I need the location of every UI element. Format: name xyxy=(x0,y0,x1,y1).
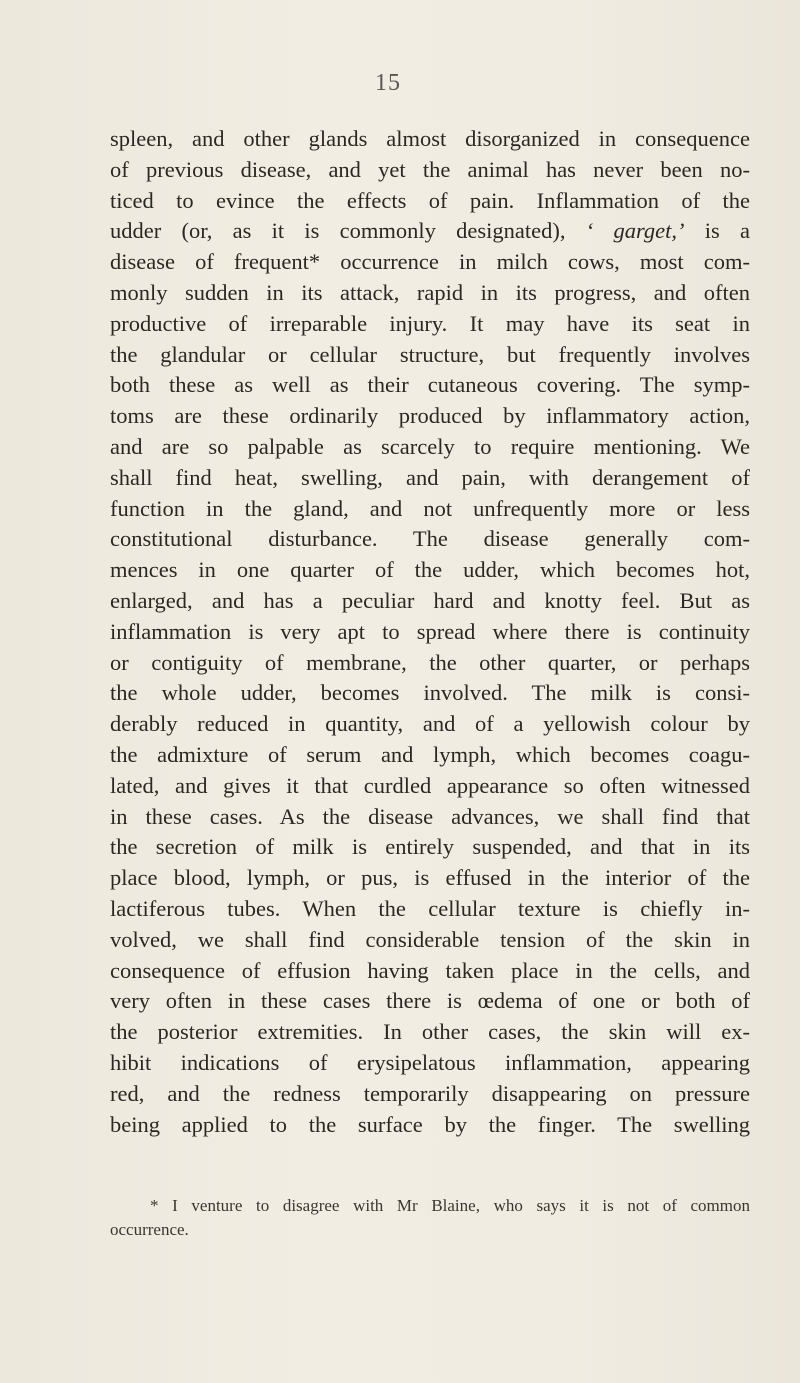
text-line: the whole udder, becomes involved. The milk is consi- xyxy=(110,680,750,706)
text-line: both these as well as their cutaneous covering. The symp- xyxy=(110,372,750,398)
body-paragraph xyxy=(110,124,750,1140)
text-line: or contiguity of membrane, the other quarter, or perhaps xyxy=(110,649,750,675)
text-line: hibit indications of erysipelatous inflammation, appearing xyxy=(110,1049,750,1075)
text-line: the admixture of serum and lymph, which becomes coagu- xyxy=(110,741,750,767)
text-line-segment: udder (or, as it is commonly designated), xyxy=(110,218,586,244)
text-line: derably reduced in quantity, and of a yellowish colour by xyxy=(110,711,750,737)
text-line: productive of irreparable injury. It may have its seat in xyxy=(110,310,750,336)
footnote-line: * I venture to disagree with Mr Blaine, who says it is not of common xyxy=(150,1196,750,1215)
text-line-garget xyxy=(110,216,750,247)
text-line: toms are these ordinarily produced by inflammatory action, xyxy=(110,403,750,429)
text-line: very often in these cases there is œdema of one or both of xyxy=(110,988,750,1014)
text-line: consequence of effusion having taken place in the cells, and xyxy=(110,957,750,983)
text-line: constitutional disturbance. The disease generally com- xyxy=(110,526,750,552)
text-line-segment: is a xyxy=(684,218,750,244)
text-line: place blood, lymph, or pus, is effused in the interior of the xyxy=(110,865,750,891)
text-line: enlarged, and has a peculiar hard and knotty feel. But as xyxy=(110,587,750,613)
text-line: of previous disease, and yet the animal has never been no- xyxy=(110,156,750,182)
text-line: monly sudden in its attack, rapid in its progress, and often xyxy=(110,279,750,305)
text-line: red, and the redness temporarily disappearing on pressure xyxy=(110,1080,750,1106)
text-line: disease of frequent* occurrence in milch cows, most com- xyxy=(110,249,750,275)
text-line: and are so palpable as scarcely to require mentioning. We xyxy=(110,433,750,459)
text-line: lactiferous tubes. When the cellular texture is chiefly in- xyxy=(110,895,750,921)
text-line: in these cases. As the disease advances, we shall find that xyxy=(110,803,750,829)
footnote xyxy=(110,1194,750,1242)
text-line: shall find heat, swelling, and pain, with derangement of xyxy=(110,464,750,490)
text-line: function in the gland, and not unfrequently more or less xyxy=(110,495,750,521)
text-line: the posterior extremities. In other cases, the skin will ex- xyxy=(110,1019,750,1045)
text-line: the glandular or cellular structure, but frequently involves xyxy=(110,341,750,367)
page-number: 15 xyxy=(375,70,401,96)
text-line: volved, we shall find considerable tension of the skin in xyxy=(110,926,750,952)
text-line: being applied to the surface by the finger. The swelling xyxy=(110,1111,750,1137)
footnote-line: occurrence. xyxy=(110,1220,189,1239)
text-line: lated, and gives it that curdled appearance so often witnessed xyxy=(110,772,750,798)
text-line: ticed to evince the effects of pain. Inflammation of the xyxy=(110,187,750,213)
text-line: the secretion of milk is entirely suspended, and that in its xyxy=(110,834,750,860)
garget-term: ‘ garget,’ xyxy=(585,218,685,244)
text-line: mences in one quarter of the udder, which becomes hot, xyxy=(110,557,750,583)
text-line: inflammation is very apt to spread where there is continuity xyxy=(110,618,750,644)
text-line: spleen, and other glands almost disorganized in consequence xyxy=(110,126,750,151)
